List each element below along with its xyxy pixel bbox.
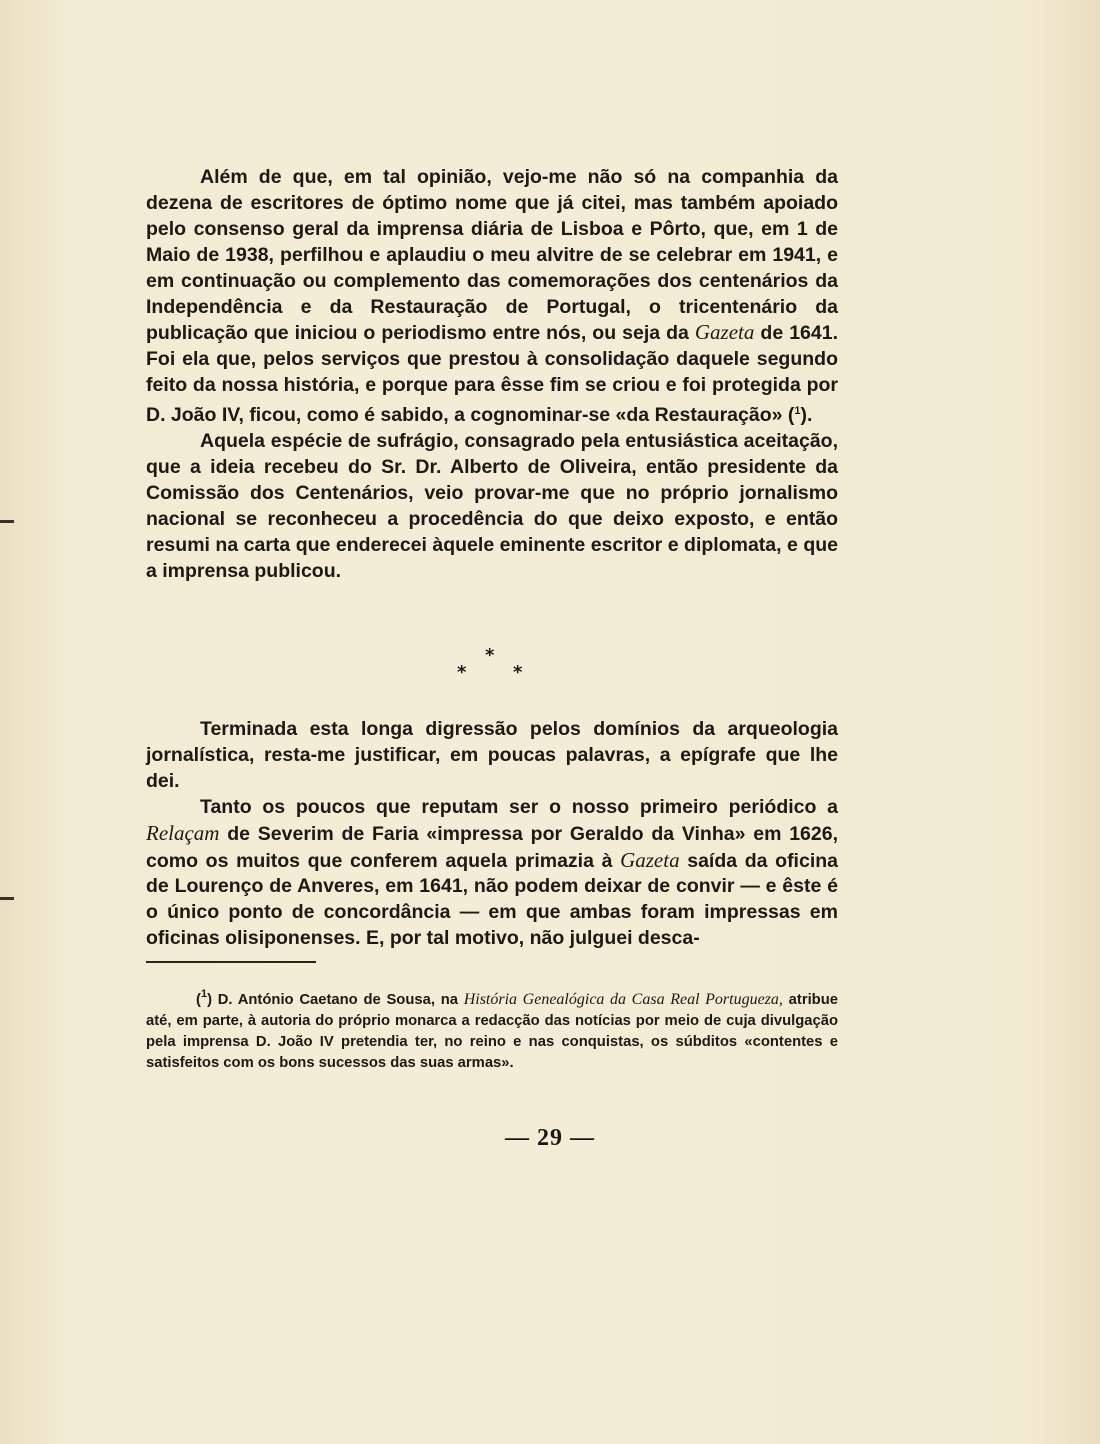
italic-title: História Genealógica da Casa Real Portugueza, (463, 991, 783, 1008)
text-run: Aquela espécie de sufrágio, consagrado pela entusiástica aceitação, que a ideia recebeu do Sr. Dr. Alberto de Oliveira, então presidente da Comissão dos Centenários, veio provar-me que no próprio jornalismo nacional se reconheceu a procedência do que deixo exposto, e então resumi na carta que enderecei àquele eminente escritor e diplomata, e que a imprensa publicou. (146, 430, 838, 582)
text-run: Além de que, em tal opinião, vejo-me não só na companhia da dezena de escritores de óptimo nome que já citei, mas também apoiado pelo consenso geral da imprensa diária de Lisboa e Pôrto, que, em 1 de Maio de 1938, perfilhou e aplaudiu o meu alvitre de se celebrar em 1941, e em continuação ou complemento das comemorações dos centenários da Independência e da Restauração de Portugal, o tricentenário da publicação que iniciou o periodismo entre nós, ou seja da (146, 166, 838, 345)
asterisk: * (457, 662, 467, 683)
footnote-marker: 1 (794, 405, 801, 418)
asterisk: * (513, 662, 523, 683)
text-run: Tanto os poucos que reputam ser o nosso primeiro periódico a (200, 795, 838, 818)
page-number: — 29 — (505, 1125, 595, 1151)
footnote-marker: 1 (200, 988, 208, 1000)
body-text-top (146, 165, 838, 585)
text-run: de 1641. Foi ela que, pelos serviços que prestou à consolidação daquele segundo feito da nossa história, e porque para êsse fim se criou e foi protegida por D. João IV, ficou, como é sabido, a cognominar-se «da Restauração» ( (146, 322, 838, 427)
paragraph (146, 717, 838, 795)
asterisk: * (485, 645, 495, 666)
italic-title: Relaçam (146, 820, 220, 845)
paragraph (146, 165, 838, 429)
page-edge-mark (0, 520, 14, 523)
footnote-rule (146, 961, 316, 963)
text-run: ( (196, 992, 201, 1008)
footnote-block (146, 984, 838, 1074)
text-run: atribue até, em parte, à autoria do próprio monarca a redacção das notícias por meio de cuja divulgação pela imprensa D. João IV pretendia ter, no reino e nas conquistas, os súbditos «contentes e satisfeitos com os bons sucessos das suas armas». (146, 992, 838, 1071)
paragraph (146, 429, 838, 584)
text-run: de Severim de Faria «impressa por Geraldo da Vinha» em 1626, como os muitos que conferem aquela primazia à (146, 822, 838, 872)
footnote-paragraph (146, 984, 838, 1074)
italic-title: Gazeta (620, 847, 680, 872)
text-run: Terminada esta longa digressão pelos domínios da arqueologia jornalística, resta-me justificar, em poucas palavras, a epígrafe que lhe dei. (146, 718, 838, 792)
text-run: ). (800, 404, 813, 427)
text-run: saída da oficina de Lourenço de Anveres, em 1641, não podem deixar de convir — e êste é o único ponto de concordância — em que ambas foram impressas em oficinas olisiponenses. E, por tal motivo, não julguei desca- (146, 849, 838, 950)
page-edge-mark (0, 897, 14, 900)
italic-title: Gazeta (694, 320, 755, 345)
body-text-bottom (146, 717, 838, 952)
asterism-separator (452, 645, 532, 687)
text-run: ) D. António Caetano de Sousa, na (207, 992, 464, 1008)
paragraph (146, 795, 838, 952)
